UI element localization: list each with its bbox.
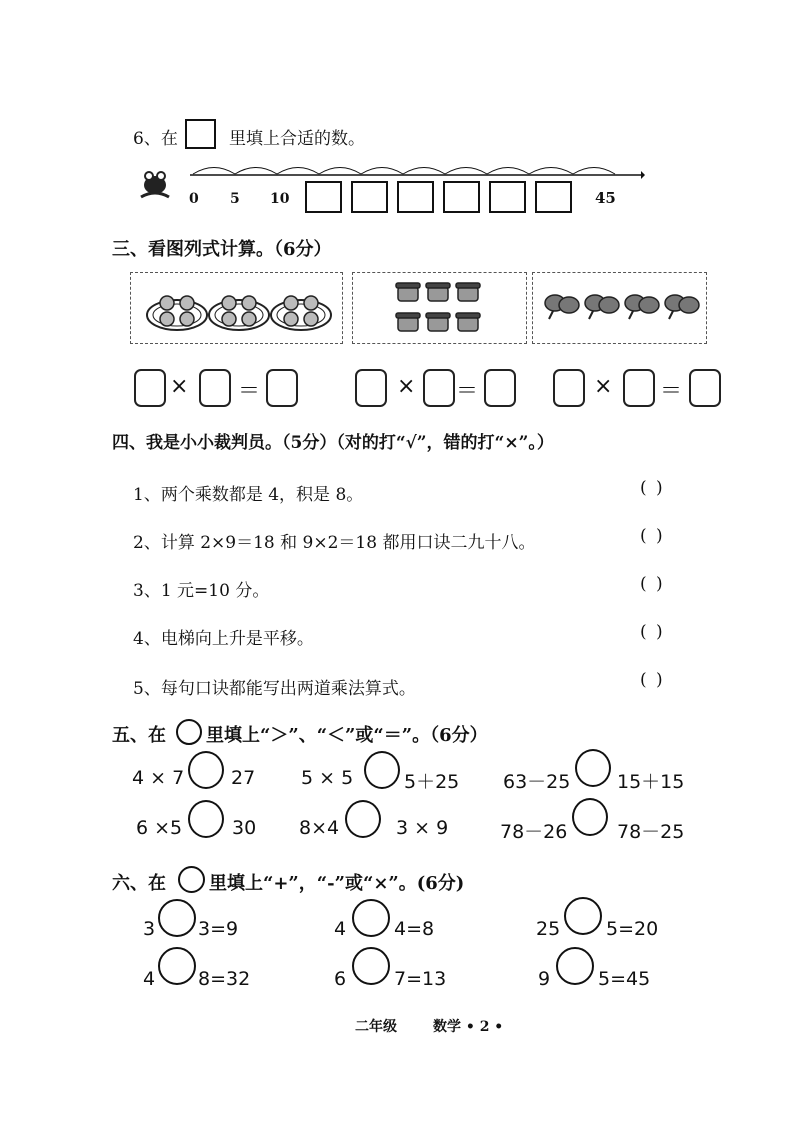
s6-example-circle: [178, 866, 205, 893]
s6-r2c2-right: 7=13: [394, 968, 447, 990]
s5-r1c3-circle[interactable]: [575, 749, 611, 787]
s5-r2c2-right: 3 × 9: [396, 817, 449, 839]
s5-r1c2-left: 5 × 5: [301, 767, 354, 789]
s5-r1c1-left: 4 × 7: [132, 767, 185, 789]
s6-r2c1-circle[interactable]: [158, 947, 196, 985]
eq1-equals: ＝: [238, 379, 261, 404]
s5-r2c2-left: 8×4: [299, 817, 340, 839]
picture-panel-1: [130, 272, 343, 344]
s5-r2c3-right: 78－25: [617, 821, 685, 843]
s6-r1c3-left: 25: [536, 918, 561, 940]
eq2-equals: ＝: [456, 379, 479, 404]
judge-answer-4[interactable]: ( ): [640, 622, 665, 642]
frog-icon: [141, 172, 169, 197]
s5-r2c3-left: 78－26: [500, 821, 568, 843]
s5-r1c2-right: 5＋25: [404, 771, 460, 793]
eq2-times: ×: [397, 374, 416, 399]
eq3-box-a[interactable]: [553, 369, 585, 407]
judge-item-3: 3、1 元=10 分。: [133, 581, 270, 601]
s6-r2c2-circle[interactable]: [352, 947, 390, 985]
judge-answer-2[interactable]: ( ): [640, 526, 665, 546]
s5-r1c2-circle[interactable]: [364, 751, 400, 789]
answer-box-6[interactable]: [535, 181, 572, 213]
section-4-title: 四、我是小小裁判员。（5分）（对的打“√”，错的打“×”。）: [112, 433, 554, 453]
s6-r2c1-left: 4: [143, 968, 156, 990]
s6-r2c3-right: 5=45: [598, 968, 651, 990]
eq3-times: ×: [594, 374, 613, 399]
section-5-title-b: 里填上“＞”、“＜”或“＝”。（6分）: [206, 725, 488, 746]
judge-item-1: 1、两个乘数都是 4，积是 8。: [133, 485, 364, 505]
judge-answer-5[interactable]: ( ): [640, 670, 665, 690]
tick-45: 45: [595, 189, 616, 207]
judge-item-5: 5、每句口诀都能写出两道乘法算式。: [133, 679, 416, 699]
eq3-box-b[interactable]: [623, 369, 655, 407]
s6-r1c2-left: 4: [334, 918, 347, 940]
q6-example-box: [185, 119, 216, 149]
s5-r2c1-right: 30: [232, 817, 257, 839]
eq1-box-a[interactable]: [134, 369, 166, 407]
s6-r2c3-circle[interactable]: [556, 947, 594, 985]
eq2-box-c[interactable]: [484, 369, 516, 407]
s5-r2c3-circle[interactable]: [572, 798, 608, 836]
section-5-title-a: 五、在: [112, 725, 166, 746]
s5-r2c1-circle[interactable]: [188, 800, 224, 838]
stacked-cake-icon: [353, 273, 528, 345]
eq3-equals: ＝: [660, 379, 683, 404]
fruit-icon: [533, 273, 708, 345]
s5-r1c1-circle[interactable]: [188, 751, 224, 789]
answer-box-3[interactable]: [397, 181, 434, 213]
section-6-title-a: 六、在: [112, 873, 166, 894]
judge-item-2: 2、计算 2×9＝18 和 9×2＝18 都用口诀二九十八。: [133, 533, 536, 553]
tick-5: 5: [230, 191, 240, 207]
eq2-box-b[interactable]: [423, 369, 455, 407]
eq3-box-c[interactable]: [689, 369, 721, 407]
eq1-box-c[interactable]: [266, 369, 298, 407]
answer-box-2[interactable]: [351, 181, 388, 213]
judge-item-4: 4、电梯向上升是平移。: [133, 629, 314, 649]
s6-r1c1-right: 3=9: [198, 918, 239, 940]
eq1-box-b[interactable]: [199, 369, 231, 407]
q6-label-after: 里填上合适的数。: [229, 129, 365, 149]
s5-example-circle: [176, 719, 202, 745]
answer-box-5[interactable]: [489, 181, 526, 213]
picture-panel-2: [352, 272, 527, 344]
s6-r2c2-left: 6: [334, 968, 347, 990]
s6-r1c2-circle[interactable]: [352, 899, 390, 937]
s5-r1c3-left: 63－25: [503, 771, 571, 793]
s6-r1c1-circle[interactable]: [158, 899, 196, 937]
judge-answer-1[interactable]: ( ): [640, 478, 665, 498]
s6-r1c3-right: 5=20: [606, 918, 659, 940]
footer-grade: 二年级: [355, 1019, 397, 1035]
section-3-title: 三、看图列式计算。（6分）: [112, 239, 332, 260]
s6-r1c3-circle[interactable]: [564, 897, 602, 935]
tick-0: 0: [189, 191, 199, 207]
s6-r2c1-right: 8=32: [198, 968, 251, 990]
tick-10: 10: [270, 191, 290, 207]
answer-box-4[interactable]: [443, 181, 480, 213]
judge-answer-3[interactable]: ( ): [640, 574, 665, 594]
answer-box-1[interactable]: [305, 181, 342, 213]
s5-r2c1-left: 6 ×5: [136, 817, 183, 839]
s5-r2c2-circle[interactable]: [345, 800, 381, 838]
footer-subject-page: 数学 • 2 •: [433, 1019, 504, 1035]
eq1-times: ×: [170, 374, 189, 399]
s6-r2c3-left: 9: [538, 968, 551, 990]
picture-panel-3: [532, 272, 707, 344]
section-6-title-b: 里填上“+”，“-”或“×”。(6分): [209, 873, 465, 894]
s5-r1c1-right: 27: [231, 767, 256, 789]
s6-r1c1-left: 3: [143, 918, 156, 940]
s6-r1c2-right: 4=8: [394, 918, 435, 940]
eq2-box-a[interactable]: [355, 369, 387, 407]
cake-plate-icon: [131, 273, 344, 345]
s5-r1c3-right: 15＋15: [617, 771, 685, 793]
q6-label: 6、在: [133, 129, 178, 149]
